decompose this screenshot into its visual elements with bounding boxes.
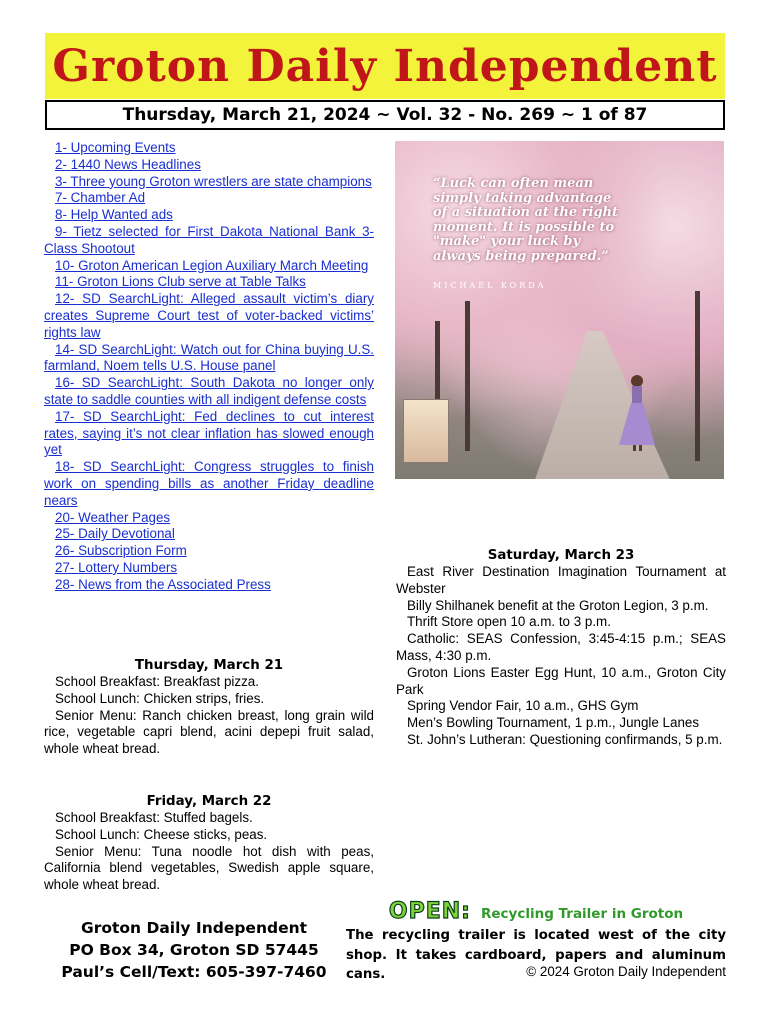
toc-link[interactable]: 20- Weather Pages (55, 509, 171, 525)
masthead (45, 33, 725, 99)
toc-link[interactable]: 9- Tietz selected for First Dakota National Bank 3-Class Shootout (44, 223, 374, 256)
toc-link[interactable]: 10- Groton American Legion Auxiliary March Meeting (55, 257, 369, 273)
event-line: St. John’s Lutheran: Questioning confirmands, 5 p.m. (407, 731, 723, 747)
photo-tree-trunk (695, 291, 700, 461)
thursday-heading: Thursday, March 21 (134, 658, 284, 673)
friday-menu (44, 793, 374, 894)
toc-link[interactable]: 25- Daily Devotional (55, 526, 175, 542)
toc-link[interactable]: 2- 1440 News Headlines (55, 156, 201, 172)
toc-link[interactable]: 18- SD SearchLight: Congress struggles to finish work on spending bills as another Friday deadline nears (44, 459, 374, 508)
masthead-title: Groton Daily Independent (52, 40, 718, 92)
toc-link[interactable]: 11- Groton Lions Club serve at Table Talks (55, 274, 306, 290)
woman-figure-icon (617, 373, 657, 451)
menu-line: Senior Menu: Ranch chicken breast, long grain wild rice, vegetable capri blend, acini depepi fruit salad, whole wheat bread. (44, 707, 374, 757)
event-line: Spring Vendor Fair, 10 a.m., GHS Gym (407, 698, 639, 714)
copyright: © 2024 Groton Daily Independent (526, 964, 726, 979)
menu-line: School Breakfast: Breakfast pizza. (55, 674, 259, 689)
table-of-contents (44, 140, 374, 594)
recycling-body: The recycling trailer is located west of the city shop. It takes cardboard, papers and aluminum cans. (346, 928, 726, 982)
event-line: Groton Lions Easter Egg Hunt, 10 a.m., Groton City Park (396, 664, 726, 697)
book-cover-image (403, 399, 449, 463)
toc-link[interactable]: 26- Subscription Form (55, 543, 187, 559)
cherry-blossom-quote-photo (395, 141, 724, 479)
toc-link[interactable]: 28- News from the Associated Press (55, 576, 271, 592)
toc-link[interactable]: 1- Upcoming Events (55, 140, 176, 155)
toc-link[interactable]: 17- SD SearchLight: Fed declines to cut interest rates, saying it’s not clear inflation has slowed enough yet (44, 408, 374, 458)
toc-link[interactable]: 3- Three young Groton wrestlers are state champions (55, 173, 372, 189)
photo-tree-trunk (465, 301, 470, 451)
event-line: Thrift Store open 10 a.m. to 3 p.m. (407, 614, 611, 630)
saturday-heading: Saturday, March 23 (487, 548, 635, 563)
toc-link[interactable]: 14- SD SearchLight: Watch out for China buying U.S. farmland, Noem tells U.S. House panel (44, 341, 374, 374)
friday-heading: Friday, March 22 (146, 794, 272, 809)
menu-line: Senior Menu: Tuna noodle hot dish with peas, California blend vegetables, Swedish apple square, whole wheat bread. (44, 843, 374, 893)
contact-name: Groton Daily Independent (80, 919, 308, 937)
saturday-events (396, 547, 726, 749)
contact-block (44, 917, 344, 983)
toc-link[interactable]: 7- Chamber Ad (55, 190, 146, 206)
menu-line: School Breakfast: Stuffed bagels. (55, 810, 253, 825)
toc-link[interactable]: 27- Lottery Numbers (55, 559, 178, 575)
recycling-title: Recycling Trailer in Groton (480, 906, 684, 922)
open-badge: OPEN: (388, 899, 471, 924)
toc-link[interactable]: 8- Help Wanted ads (55, 207, 173, 223)
thursday-menu (44, 657, 374, 758)
contact-address: PO Box 34, Groton SD 57445 (69, 941, 319, 959)
event-line: East River Destination Imagination Tournament at Webster (396, 564, 726, 596)
photo-quote-author: MICHAEL KORDA (433, 281, 547, 290)
menu-line: School Lunch: Cheese sticks, peas. (55, 826, 268, 842)
event-line: Billy Shilhanek benefit at the Groton Legion, 3 p.m. (407, 597, 709, 613)
event-line: Men’s Bowling Tournament, 1 p.m., Jungle Lanes (407, 715, 700, 731)
contact-phone: Paul’s Cell/Text: 605-397-7460 (61, 963, 327, 981)
toc-link[interactable]: 16- SD SearchLight: South Dakota no longer only state to saddle counties with all indigent defense costs (44, 375, 374, 407)
menu-line: School Lunch: Chicken strips, fries. (55, 690, 265, 706)
toc-link[interactable]: 12- SD SearchLight: Alleged assault victim’s diary creates Supreme Court test of voter-backed victims’ rights law (44, 291, 374, 340)
dateline: Thursday, March 21, 2024 ~ Vol. 32 - No. 269 ~ 1 of 87 (45, 100, 725, 130)
photo-quote: “Luck can often mean simply taking advantage of a situation at the right moment. It is possible to "make" your luck by always being prepared.” (433, 176, 619, 264)
event-line: Catholic: SEAS Confession, 3:45-4:15 p.m.; SEAS Mass, 4:30 p.m. (396, 631, 726, 663)
